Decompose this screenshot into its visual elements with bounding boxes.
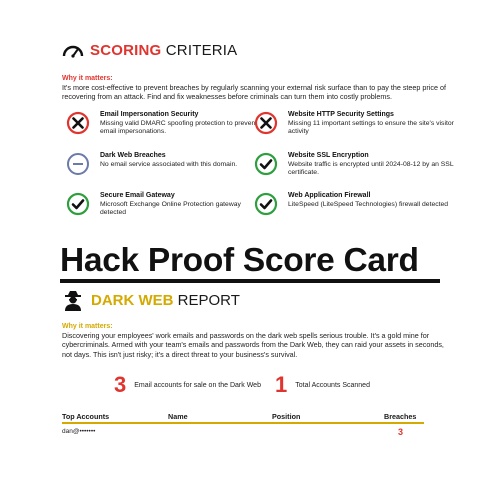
criterion-body: LiteSpeed (LiteSpeed Technologies) firewall detected [288,200,449,208]
criterion-heading: Web Application Firewall [288,192,371,199]
banner-underline [60,279,440,283]
check-circle-icon [254,152,278,176]
scoring-why-text: It's more cost-effective to prevent breaches by regularly scanning your external risk surface than to pay the steep price of recovering from an attack. Find and fix weaknesses before criminals can turn them into costly problems. [62,83,446,102]
criterion-web-app-firewall [254,192,454,216]
criterion-heading: Secure Email Gateway [100,192,175,199]
scoring-title-bold: SCORING [90,42,162,59]
dark-web-report-title [62,289,240,311]
criterion-heading: Website HTTP Security Settings [288,111,394,118]
criterion-http-security [254,111,454,137]
table-row [62,426,418,438]
criterion-body: Microsoft Exchange Online Protection gateway detected [100,200,241,217]
x-circle-icon [254,111,278,135]
scoring-title-rest: CRITERIA [161,42,238,59]
criterion-body: Website traffic is encrypted until 2024-08-12 by an SSL certificate. [288,160,454,177]
table-divider [62,422,424,424]
darkweb-title-bold: DARK WEB [91,291,174,309]
accounts-table-header [62,412,418,422]
criterion-dark-web-breaches [66,152,266,176]
criterion-secure-email-gateway [66,192,266,218]
criterion-heading: Dark Web Breaches [100,152,166,159]
col-breaches: Breaches [384,412,417,421]
criterion-ssl-encryption [254,152,454,178]
criterion-body: No email service associated with this domain. [100,160,238,168]
darkweb-title-rest: REPORT [173,291,240,309]
spy-icon [62,289,84,311]
minus-circle-icon [66,152,90,176]
breach-count: 3 [398,427,404,437]
criterion-email-impersonation [66,111,266,137]
darkweb-why-label: Why it matters: [62,323,113,330]
check-circle-icon [254,192,278,216]
darkweb-why-text: Discovering your employees' work emails and passwords on the dark web spells serious trouble. It's a gold mine for cybercriminals. Armed with your team's emails and passwords from the Dark Web, they can raid your assets in seconds, not days. This isn't just risky; it's a direct threat to your business's survival. [62,331,444,359]
check-circle-icon [66,192,90,216]
banner-title: Hack Proof Score Card [60,242,419,279]
stat-label: Email accounts for sale on the Dark Web [134,381,261,389]
stat-label: Total Accounts Scanned [295,381,370,389]
stat-value: 1 [275,372,288,397]
criterion-body: Missing 11 important settings to ensure the site's visitor activity [288,119,454,136]
score-card-banner [60,243,440,283]
scoring-why-label: Why it matters: [62,75,113,82]
criterion-heading: Email Impersonation Security [100,111,199,118]
col-top-accounts: Top Accounts [62,412,110,421]
criterion-body: Missing valid DMARC spoofing protection to prevent email impersonations. [100,119,258,136]
stat-value: 3 [114,372,127,397]
x-circle-icon [66,111,90,135]
col-name: Name [168,412,188,421]
criterion-heading: Website SSL Encryption [288,152,369,159]
col-position: Position [272,412,301,421]
gauge-icon [62,44,84,58]
stat-accounts-scanned [275,374,370,396]
account-email: dan@••••••• [62,428,96,435]
scoring-criteria-title [62,42,237,59]
stat-emails-for-sale [114,374,261,396]
